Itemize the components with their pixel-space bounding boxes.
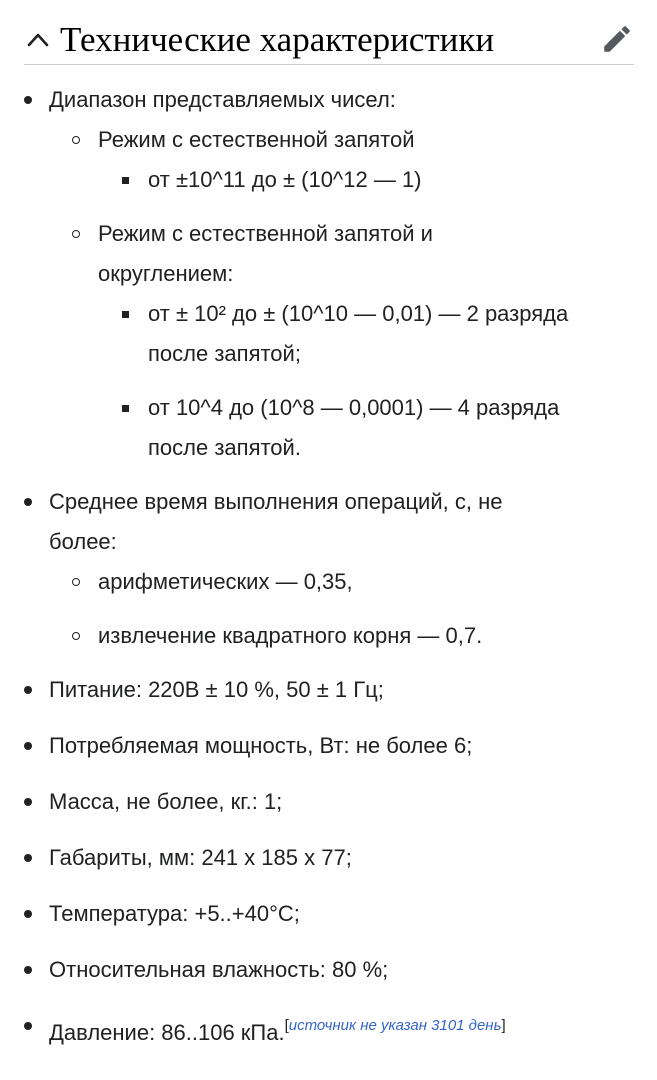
bullet-circle <box>72 136 80 144</box>
bullet-disc <box>24 686 32 694</box>
list-item-continuation: округлением: <box>98 261 234 286</box>
list-item: Среднее время выполнения операций, с, не <box>0 482 657 522</box>
list-item: от ± 10² до ± (10^10 — 0,01) — 2 разряда <box>0 294 657 334</box>
section-header <box>24 14 634 65</box>
list-item-continuation: после запятой. <box>148 435 301 460</box>
bullet-disc <box>24 910 32 918</box>
pencil-icon[interactable] <box>600 22 634 56</box>
bullet-disc <box>24 854 32 862</box>
list-item-continuation: более: <box>49 529 117 554</box>
list-item: Габариты, мм: 241 х 185 х 77; <box>0 838 657 878</box>
list-item: от 10^4 до (10^8 — 0,0001) — 4 разряда <box>0 388 657 428</box>
list-item: Относительная влажность: 80 %; <box>0 950 657 990</box>
list-item: Давление: 86..106 кПа.[источник не указан 3101 день] <box>0 1006 657 1053</box>
citation-needed-link[interactable]: источник не указан 3101 день <box>288 1017 502 1034</box>
bullet-square <box>122 405 129 412</box>
bullet-circle <box>72 230 80 238</box>
list-item-continuation: после запятой; <box>148 341 301 366</box>
bullet-circle <box>72 632 80 640</box>
bullet-disc <box>24 96 32 104</box>
list-item: Питание: 220В ± 10 %, 50 ± 1 Гц; <box>0 670 657 710</box>
bullet-disc <box>24 798 32 806</box>
bullet-square <box>122 177 129 184</box>
list-item: Масса, не более, кг.: 1; <box>0 782 657 822</box>
bullet-disc <box>24 1022 32 1030</box>
chevron-up-icon[interactable] <box>24 27 52 51</box>
list-item: Диапазон представляемых чисел: <box>0 80 657 120</box>
characteristics-list <box>0 80 657 1053</box>
bullet-circle <box>72 578 80 586</box>
list-item: Режим с естественной запятой и <box>0 214 657 254</box>
list-item: Режим с естественной запятой <box>0 120 657 160</box>
citation-needed: [источник не указан 3101 день] <box>284 1017 506 1034</box>
bullet-square <box>122 311 129 318</box>
bullet-disc <box>24 742 32 750</box>
section-title: Технические характеристики <box>60 20 495 59</box>
list-item: арифметических — 0,35, <box>0 562 657 602</box>
bullet-disc <box>24 498 32 506</box>
list-item: извлечение квадратного корня — 0,7. <box>0 616 657 656</box>
list-item: Температура: +5..+40°C; <box>0 894 657 934</box>
list-item: Потребляемая мощность, Вт: не более 6; <box>0 726 657 766</box>
list-item: от ±10^11 до ± (10^12 — 1) <box>0 160 657 200</box>
bullet-disc <box>24 966 32 974</box>
